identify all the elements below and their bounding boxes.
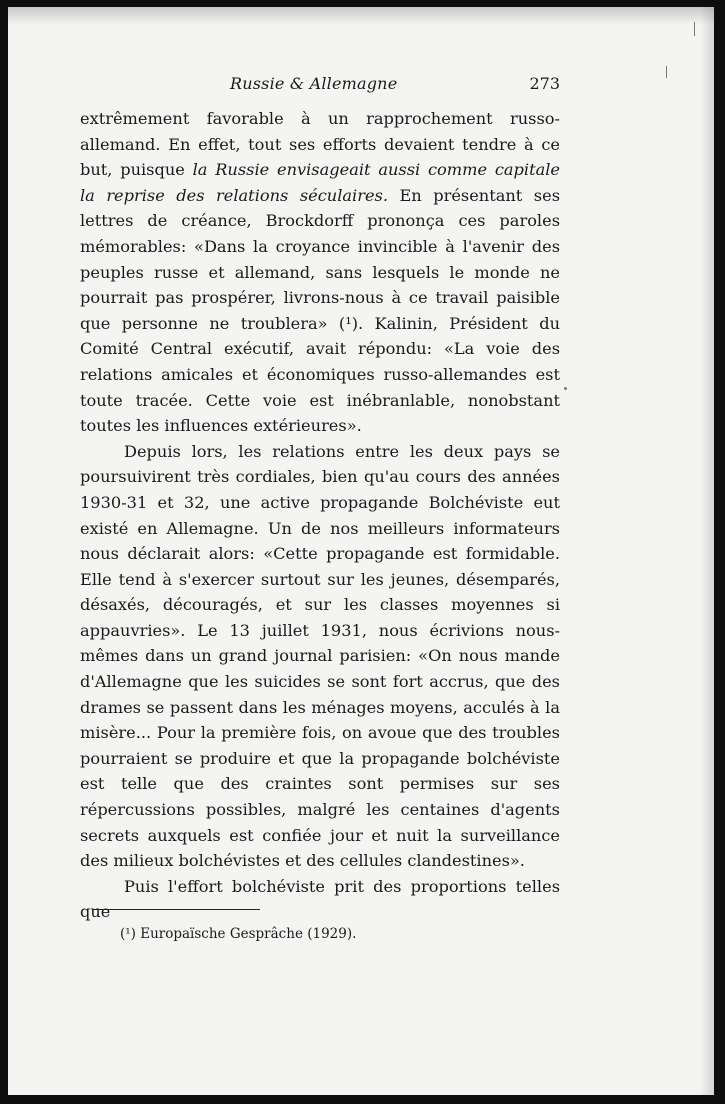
text-segment: Depuis lors, les relations entre les deux pays se poursuivirent très cordiales, bien qu'au cours des années 1930-31 et 32, une active propagande Bolchéviste eut existé en Allemagne. Un de nos meilleurs informateurs nous déclarait alors: «Cette propagande est formidable. Elle tend à s'exercer surtout sur les jeunes, désemparés, désaxés, découragés, et sur les classes moyennes si appauvries». Le 13 juillet 1931, nous écrivions nous-mêmes dans un grand journal parisien: «On nous mande d'Allemagne que les suicides se sont fort accrus, que des drames se passent dans les ménages moyens, acculés à la misère... Pour la première fois, on avoue que des troubles pourraient se produire et que la propagande bolchéviste est telle que des craintes sont permises sur ses répercussions possibles, malgré les centaines d'agents secrets auxquels est confiée jour et nuit la surveillance des milieux bolchévistes et des cellules clandestines».: [80, 441, 560, 871]
scan-speck: [666, 66, 667, 78]
running-title: Russie & Allemagne: [230, 74, 398, 93]
text-segment: Puis l'effort bolchéviste prit des proportions telles que: [80, 876, 560, 922]
scan-shadow-right: [700, 7, 714, 1095]
page-header: [80, 60, 560, 100]
italic-segment: la Russie envisageait aussi comme capitale la reprise des relations séculaires.: [80, 160, 560, 205]
scan-border-bottom: [0, 1095, 725, 1104]
text-segment: En présentant ses lettres de créance, Brockdorff prononça ces paroles mémorables: «Dans la croyance invincible à l'avenir des peuples russe et allemand, sans lesquels le monde ne pourrait pas prospérer, livrons-nous à ce travail paisible que personne ne troublera» (¹). Kalinin, Président du Comité Central exécutif, avait répondu: «La voie des relations amicales et économiques russo-allemandes est toute tracée. Cette voie est inébranlable, nonobstant toutes les influences extérieures».: [80, 185, 560, 436]
footnote: (¹) Europaïsche Gesprâche (1929).: [120, 926, 357, 942]
footnote-rule: [92, 909, 260, 910]
scan-border-top: [0, 0, 725, 7]
paragraph: [80, 106, 560, 439]
scan-speck: [564, 387, 567, 390]
paragraph: [80, 874, 560, 925]
body-text: [80, 106, 560, 925]
paragraph: [80, 439, 560, 874]
text-segment: extrêmement favorable à un rapprochement russo-allemand. En effet, tout ses efforts devaient tendre à ce but, puisque: [80, 109, 560, 180]
page-content: [80, 60, 560, 942]
page-number: 273: [529, 74, 560, 93]
scan-border-left: [0, 0, 8, 1104]
scan-speck: [694, 22, 695, 36]
scan-shadow-top: [8, 7, 714, 25]
scan-border-right: [714, 0, 725, 1104]
